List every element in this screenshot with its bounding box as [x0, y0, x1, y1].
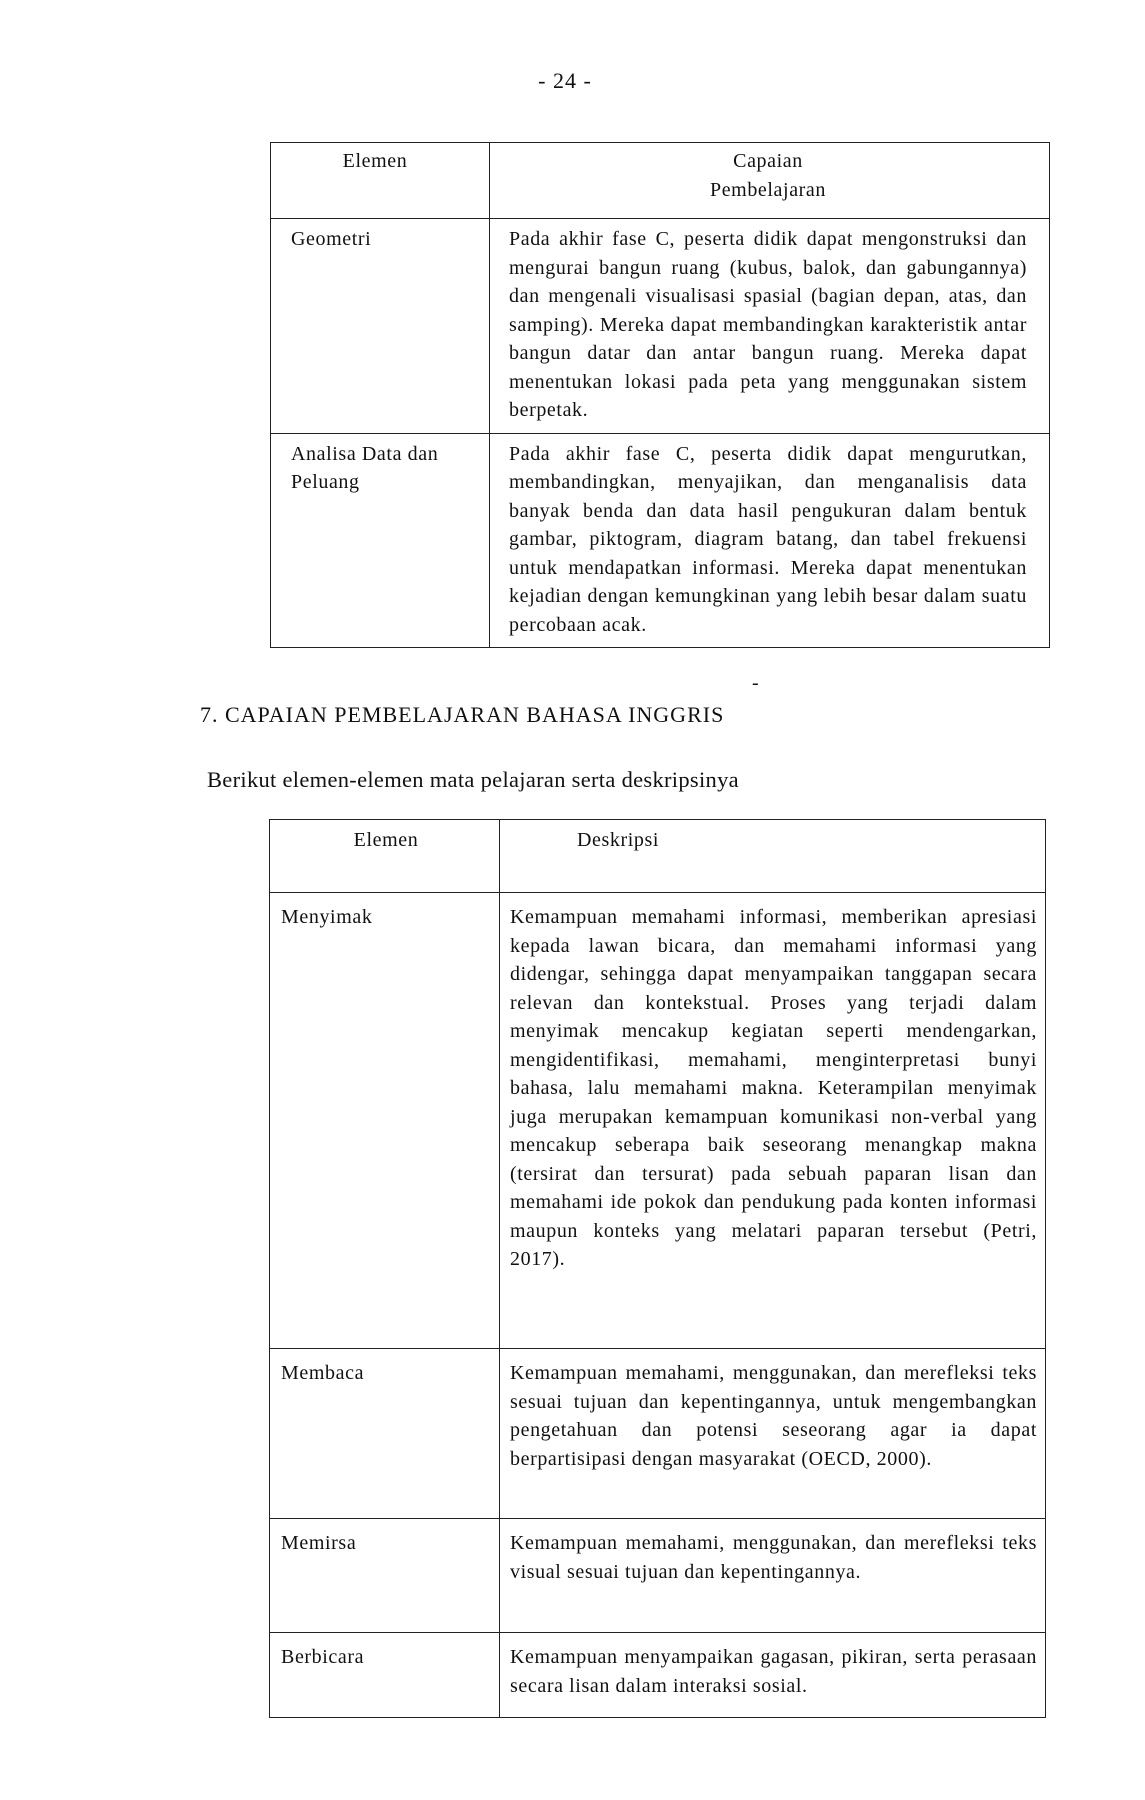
section-heading: 7. CAPAIAN PEMBELAJARAN BAHASA INGGRIS: [200, 702, 725, 727]
table-row: [271, 219, 1050, 434]
description-cell: Kemampuan memahami, menggunakan, dan merefleksi teks visual sesuai tujuan dan kepentingannya.: [500, 1519, 1046, 1633]
capaian-table-matematika: [270, 142, 1050, 648]
description-cell: Pada akhir fase C, peserta didik dapat mengonstruksi dan mengurai bangun ruang (kubus, balok, dan gabungannya) dan mengenali visualisasi spasial (bagian depan, atas, dan samping). Mereka dapat membandingkan karakteristik antar bangun datar dan antar bangun ruang. Mereka dapat menentukan lokasi pada peta yang menggunakan sistem berpetak.: [490, 219, 1050, 434]
stray-dash: -: [752, 672, 759, 694]
header-elemen: Elemen: [271, 143, 490, 219]
element-cell: Analisa Data dan Peluang: [271, 433, 490, 648]
description-cell: Pada akhir fase C, peserta didik dapat mengurutkan, membandingkan, menyajikan, dan menganalisis data banyak benda dan data hasil pengukuran dalam bentuk gambar, piktogram, diagram batang, dan tabel frekuensi untuk mendapatkan informasi. Mereka dapat menentukan kejadian dengan kemungkinan yang lebih besar dalam suatu percobaan acak.: [490, 433, 1050, 648]
table-row: [270, 1519, 1046, 1633]
description-cell: Kemampuan memahami informasi, memberikan apresiasi kepada lawan bicara, dan memahami informasi yang didengar, sehingga dapat menyampaikan tanggapan secara relevan dan kontekstual. Proses yang terjadi dalam menyimak mencakup kegiatan seperti mendengarkan, mengidentifikasi, memahami, menginterpretasi bunyi bahasa, lalu memahami makna. Keterampilan menyimak juga merupakan kemampuan komunikasi non-verbal yang mencakup seberapa baik seseorang menangkap makna (tersirat dan tersurat) pada sebuah paparan lisan dan memahami ide pokok dan pendukung pada konten informasi maupun konteks yang melatari paparan tersebut (Petri, 2017).: [500, 893, 1046, 1349]
header-line: Pembelajaran: [709, 178, 827, 201]
page-number: - 24 -: [538, 68, 592, 93]
intro-text: Berikut elemen-elemen mata pelajaran serta deskripsinya: [207, 767, 739, 792]
header-line: Capaian: [733, 150, 803, 172]
header-capaian: [490, 143, 1050, 219]
elemen-table-bahasa-inggris: [269, 819, 1046, 1718]
table-row: [270, 893, 1046, 1349]
table-header-row: [271, 143, 1050, 219]
table-row: [271, 433, 1050, 648]
element-cell: Menyimak: [270, 893, 500, 1349]
table-row: [270, 1349, 1046, 1519]
header-deskripsi: Deskripsi: [500, 820, 1046, 893]
table-row: [270, 1633, 1046, 1718]
header-elemen: Elemen: [270, 820, 500, 893]
element-cell: Membaca: [270, 1349, 500, 1519]
description-cell: Kemampuan menyampaikan gagasan, pikiran, serta perasaan secara lisan dalam interaksi sosial.: [500, 1633, 1046, 1718]
element-cell: Geometri: [271, 219, 490, 434]
table-header-row: [270, 820, 1046, 893]
element-cell: Berbicara: [270, 1633, 500, 1718]
element-cell: Memirsa: [270, 1519, 500, 1633]
description-cell: Kemampuan memahami, menggunakan, dan merefleksi teks sesuai tujuan dan kepentingannya, untuk mengembangkan pengetahuan dan potensi seseorang agar ia dapat berpartisipasi dengan masyarakat (OECD, 2000).: [500, 1349, 1046, 1519]
